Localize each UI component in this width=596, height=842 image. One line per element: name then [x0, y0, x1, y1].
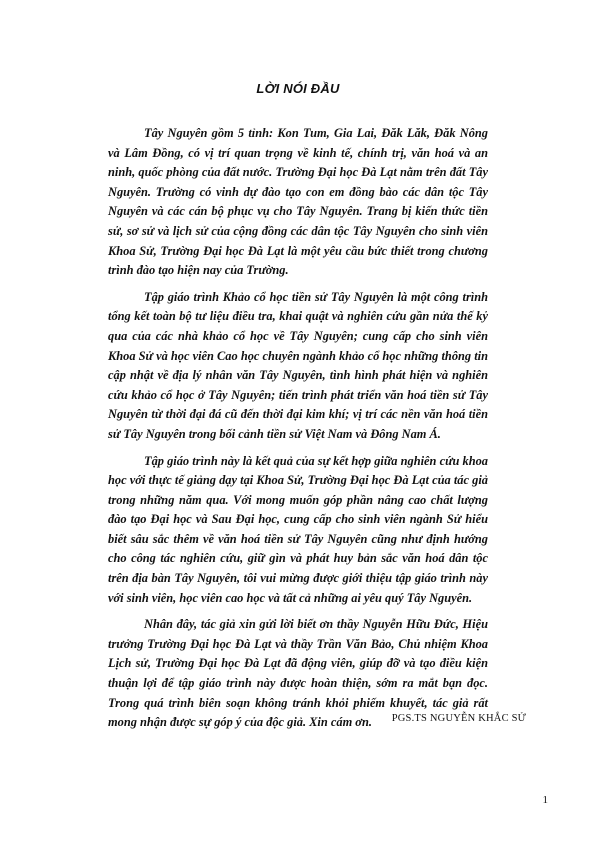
paragraph-4: Nhân đây, tác giả xin gửi lời biết ơn thầy Nguyễn Hữu Đức, Hiệu trưởng Trường Đại học Đà Lạt và thầy Trần Văn Bảo, Chủ nhiệm Khoa Lịch sử, Trường Đại học Đà Lạt đã động viên, giúp đỡ và tạo điều kiện thuận lợi để tập giáo trình này được hoàn thiện, sớm ra mắt bạn đọc. Trong quá trình biên soạn không tránh khỏi phiếm khuyết, tác giả rất mong nhận được sự góp ý của độc giả. Xin cám ơn.: [108, 617, 488, 730]
body-text: [108, 124, 488, 740]
paragraph-1: Tây Nguyên gồm 5 tỉnh: Kon Tum, Gia Lai, Đăk Lăk, Đăk Nông và Lâm Đồng, có vị trí quan trọng về kinh tế, chính trị, văn hoá và an ninh, quốc phòng của đất nước. Trường Đại học Đà Lạt nằm trên đất Tây Nguyên. Trường có vinh dự đào tạo con em đồng bào các dân tộc Tây Nguyên và các cán bộ phục vụ cho Tây Nguyên. Trang bị kiến thức tiền sử, sơ sử và lịch sử của cộng đồng các dân tộc Tây Nguyên cho sinh viên Khoa Sử, Trường Đại học Đà Lạt là một yêu cầu bức thiết trong chương trình đào tạo hiện nay của Trường.: [108, 126, 488, 278]
page-title: LỜI NÓI ĐẦU: [256, 81, 340, 96]
paragraph-2: Tập giáo trình Khảo cổ học tiền sử Tây Nguyên là một công trình tổng kết toàn bộ tư liệu điều tra, khai quật và nghiên cứu gần nửa thế kỷ qua của các nhà khảo cổ học về Tây Nguyên; cung cấp cho sinh viên Khoa Sử và học viên Cao học chuyên ngành khảo cổ học những thông tin cập nhật về địa lý nhân văn Tây Nguyên, tình hình phát hiện và nghiên cứu khảo cổ học ở Tây Nguyên; tiến trình phát triển văn hoá tiền sử Tây Nguyên từ thời đại đá cũ đến thời đại kim khí; vị trí các nền văn hoá tiền sử Tây Nguyên trong bối cảnh tiền sử Việt Nam và Đông Nam Á.: [108, 289, 488, 441]
page-number: 1: [542, 794, 548, 806]
author-signature: PGS.TS NGUYỄN KHẮC SỬ: [391, 713, 526, 724]
paragraph-3: Tập giáo trình này là kết quả của sự kết hợp giữa nghiên cứu khoa học với thực tế giảng dạy tại Khoa Sử, Trường Đại học Đà Lạt của tác giả trong những năm qua. Với mong muốn góp phần nâng cao chất lượng đào tạo Đại học và Sau Đại học, cung cấp cho sinh viên ngành Sử hiểu biết sâu sắc thêm về văn hoá tiền sử Tây Nguyên cũng như định hướng cho công tác nghiên cứu, giữ gìn và phát huy bản sắc văn hoá dân tộc trên địa bàn Tây Nguyên, tôi vui mừng được giới thiệu tập giáo trình này với sinh viên, học viên cao học và tất cả những ai yêu quý Tây Nguyên.: [108, 453, 488, 605]
